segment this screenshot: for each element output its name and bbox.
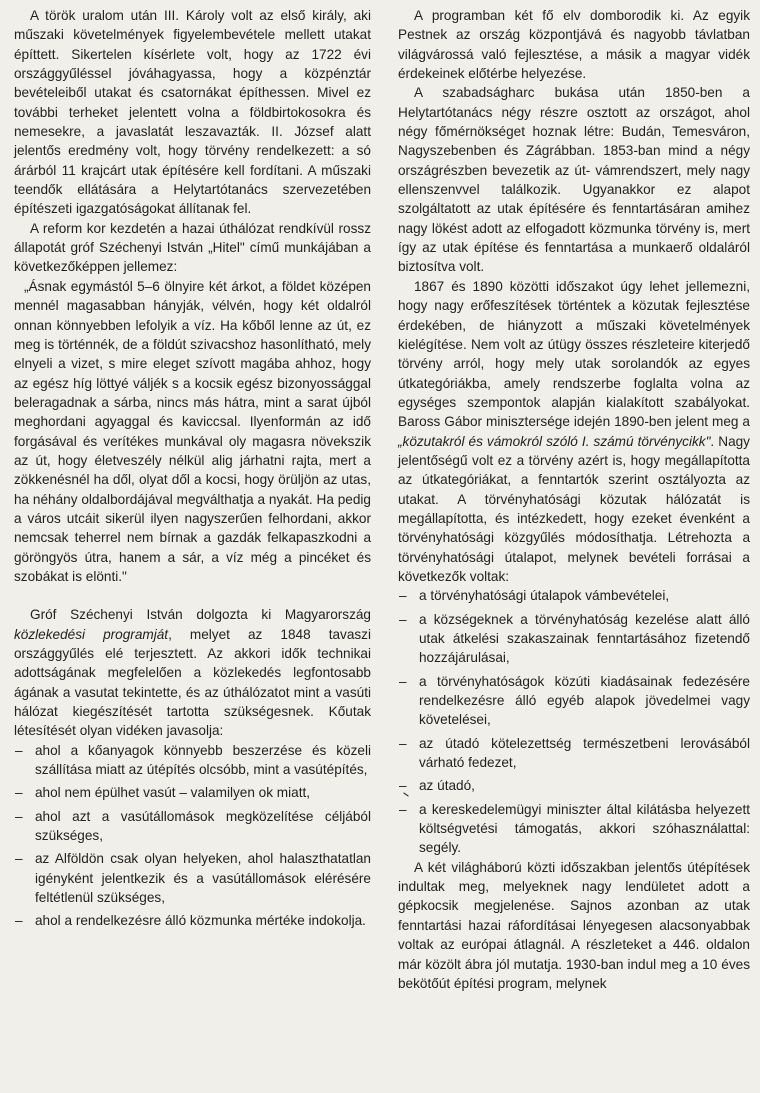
list-item: – az útadó, — [398, 776, 750, 795]
paragraph-program-principles: A programban két fő elv domborodik ki. Az egyik Pestnek az ország központjává és nagyobb távlatban világvárossá való fejlesztése, a másik a magyar vidék érdekeinek előtérbe helyezése. — [398, 8, 750, 82]
list-item: – ahol nem épülhet vasút – valamilyen ok miatt, — [14, 783, 371, 802]
paragraph-turkish-rule: A török uralom után III. Károly volt az első király, aki műszaki követelmények figyelembevétele mellett utakat építtett. Sikertelen kísérlete volt, hogy az 1722 évi országgyűléssel jóváhagyassa, hogy a közpénztár bevételeiből utakat és csatornákat építhessen. Mivel ez további terheket jelentett volna a földbirtokosokra és nemesekre, a javaslatát leszavazták. II. József alatt jelentős eredmény volt, hogy törvény rendelkezett: a só árárból 11 krajcárt utak építésére kell fordítani. A műszaki teendők ellátására a Helytartótanács szervezetében építészeti igazgatóságokat állítanak fel. — [14, 8, 371, 217]
right-column — [398, 6, 750, 993]
list-item: – a törvényhatósági útalapok vámbevételei, — [398, 586, 750, 605]
italic-term: közlekedési programját — [14, 626, 169, 642]
left-column — [14, 6, 371, 931]
stone-road-conditions-list — [14, 741, 371, 931]
paragraph-after-1850: A szabadságharc bukása után 1850-ben a Helytartótanács négy részre osztott az országot, ahol négy főmérnökséget hoznak létre: Budán, Temesváron, Nagyszebenben és Zágrábban. 1853-ban mind a négy országrészben bevezetik az út- vámrendszert, mely nagy ellenszenvvel találkozik. Ugyanakkor ez alapot szolgáltatott az utak építésére és fenntartásáran amihez nagy lökést adott az elfogadott közmunka törvény is, mert így az utak építése és fenntartása a munkaerő oldaláról biztosítva volt. — [398, 85, 750, 275]
list-item: – az Alföldön csak olyan helyeken, ahol halaszthatatlan igényként jelentkezik és a vasútállomások elérésére feltétlenül szükséges, — [14, 849, 371, 907]
list-item: – ahol a rendelkezésre álló közmunka mértéke indokolja. — [14, 911, 371, 930]
list-item: – a községeknek a törvényhatóság kezelése alatt álló utak átkelési szakaszainak fenntartásához fizetendő hozzájárulásai, — [398, 610, 750, 668]
list-item: – az útadó kötelezettség természetbeni lerovásából várható fedezet, — [398, 734, 750, 773]
italic-law-title: „közutakról és vámokról szóló I. számú törvénycikk" — [398, 433, 711, 449]
list-item: – ahol a kőanyagok könnyebb beszerzése és közeli szállítása miatt az útépítés olcsóbb, mint a vasútépítés, — [14, 741, 371, 780]
paragraph-transport-program — [14, 605, 371, 740]
paragraph-1867-1890 — [398, 277, 750, 587]
list-item: – a törvényhatóságok közúti kiadásainak fedezésére rendelkezésre álló egyéb alapok jövedelmei vagy követelései, — [398, 672, 750, 730]
text-span: 1867 és 1890 közötti időszakot úgy lehet jellemezni, hogy nagy erőfeszítések történtek a közutak fejlesztése érdekében, de hiányzott a műszaki követelmények kielégítése. Nem volt az útügy összes részleteire kiterjedő törvény arról, hogy mely utak sorolandók az egyes útkategóriákba, amely rendszerbe foglalta volna az egységes szempontok alapján kialakított szabályokat. Baross Gábor minisztersége idején 1890-ben jelent meg a — [398, 278, 750, 430]
paragraph-gap — [14, 586, 371, 605]
szechenyi-quote: „Ásnak egymástól 5–6 ölnyire két árkot, a földet középen mennél magasabban hányják, vélvén, hogy két oldalról onnan könnyebben lefolyik a víz. Ha kőből lenne az út, ez meg is történnék, de a földút szivacshoz hasonlítható, mely elnyeli a vizet, s mire eleget szívott magába ahhoz, hogy az egész híg löttyé váljék s a kocsik egész bizonyossággal beleragadnak a sárba, nincs más hátra, mint a sarat újból meghordani agyaggal és kaviccsal. Ilyenformán az idő forgásával és verítékes munkával oly magasra növekszik az út, hogy életveszély nélkül alig járhatni rajta, mert a zökkenésnél ha dől, olyat dől a kocsi, hogy örüljön az utas, ha néhány oldalbordájával megválthatja a nyakát. Ha pedig a város utcáit sikerül ilyen nagyszerűen felhordani, akkor nemcsak teherrel nem bírnak a gazdák felkapaszkodni a göröngyös útra, hanem a sár, a víz még a pincéket és szobákat is elönti." — [14, 278, 371, 584]
list-item: – ahol azt a vasútállomások megközelítése céljából szükséges, — [14, 807, 371, 846]
list-item: – a kereskedelemügyi miniszter által kilátásba helyezett költségvetési támogatás, akkori szóhasználattal: segély. — [398, 800, 750, 858]
text-span: . Nagy jelentőségű volt ez a törvény azért is, hogy megállapította az útkategóriákat, a fenntartók szerint osztályozta az utakat. A törvényhatósági közutak hálózatát is megállapította, és intézkedett, hogy ezeket évenként a törvényhatósági közgyűlés módosíthatja. Létrehozta a törvényhatósági útalapot, melynek bevételi forrásai a következők voltak: — [398, 433, 750, 584]
text-span: , melyet az 1848 tavaszi országgyűlés elé terjesztett. Az akkori idők technikai adottságának megfelelően a közlekedés legfontosabb ágának a vasutat tekintette, és az úthálózatot mint a vasúti hálózat kiegészítését tartotta szükségesnek. Kőutak létesítését olyan vidéken javasolja: — [14, 626, 372, 739]
paragraph-interwar: A két világháború közti időszakban jelentős útépítések indultak meg, melyeknek nagy lendületet adott a gépkocsik megjelenése. Sajnos azonban az utak fenntartási hazai ráfordításai lényegesen alacsonyabbak voltak az európai átlagnál. A részleteket a 446. oldalon már közölt ábra jól mutatja. 1930-ban indul meg a 10 éves bekötőút építési program, melynek — [398, 859, 750, 991]
road-fund-sources-list — [398, 586, 750, 857]
paragraph-reform-era: A reform kor kezdetén a hazai úthálózat rendkívül rossz állapotát gróf Széchenyi István „Hitel" című munkájában a következőképpen jellemez: — [14, 220, 371, 275]
text-span: Gróf Széchenyi István dolgozta ki Magyarország — [30, 607, 371, 623]
